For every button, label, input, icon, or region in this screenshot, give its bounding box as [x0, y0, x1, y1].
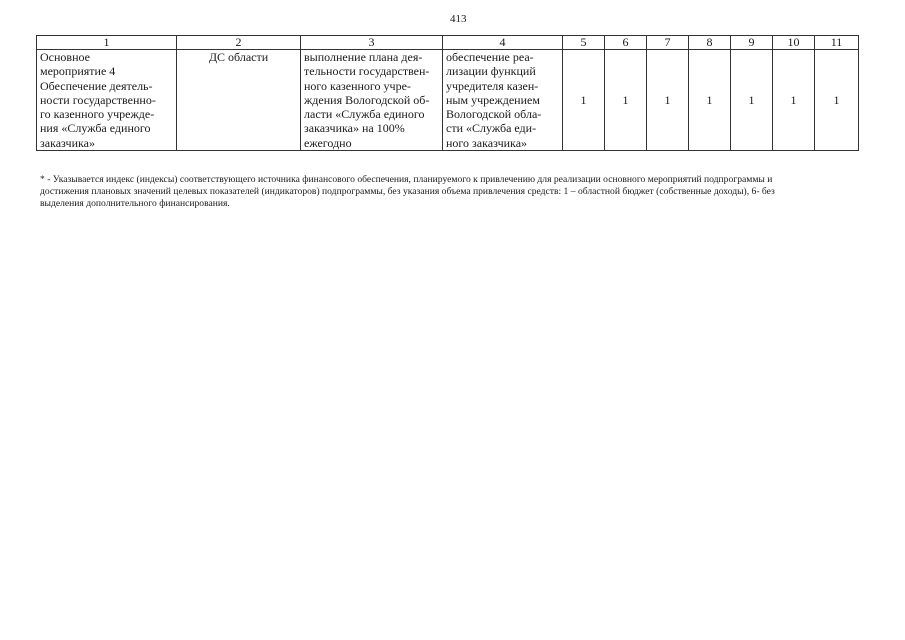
- header-cell: 7: [647, 36, 689, 50]
- header-cell: 6: [605, 36, 647, 50]
- header-cell: 2: [177, 36, 301, 50]
- header-cell: 4: [443, 36, 563, 50]
- header-cell: 8: [689, 36, 731, 50]
- header-cell: 1: [37, 36, 177, 50]
- value-cell: 1: [689, 50, 731, 151]
- header-cell: 11: [815, 36, 859, 50]
- value-cell: 1: [731, 50, 773, 151]
- header-cell: 10: [773, 36, 815, 50]
- page-number: 413: [450, 13, 467, 25]
- value-cell: 1: [563, 50, 605, 151]
- description-cell: обеспечение реа- лизации функций учредителя казен- ным учреждением Вологодской обла- сти «Служба еди- ного заказчика»: [443, 50, 563, 151]
- executor-cell: ДС области: [177, 50, 301, 151]
- value-cell: 1: [773, 50, 815, 151]
- header-cell: 5: [563, 36, 605, 50]
- header-cell: 3: [301, 36, 443, 50]
- expected-result-cell: выполнение плана дея- тельности государствен- ного казенного учре- ждения Вологодской об- ласти «Служба единого заказчика» на 100% ежегодно: [301, 50, 443, 151]
- header-row: [37, 36, 859, 50]
- measures-table: [36, 35, 859, 151]
- value-cell: 1: [647, 50, 689, 151]
- value-cell: 1: [815, 50, 859, 151]
- value-cell: 1: [605, 50, 647, 151]
- table-row: [37, 50, 859, 151]
- header-cell: 9: [731, 36, 773, 50]
- footnote: * - Указывается индекс (индексы) соответствующего источника финансового обеспечения, планируемого к привлечению для реализации основного мероприятий подпрограммы и достижения плановых значений целевых показателей (индикаторов) подпрограммы, без указания объема привлечения средств: 1 – областной бюджет (собственные доходы), 6- без выделения дополнительного финансирования.: [40, 174, 775, 209]
- measure-name-cell: Основное мероприятие 4 Обеспечение деятель- ности государственно- го казенного учрежде- ния «Служба единого заказчика»: [37, 50, 177, 151]
